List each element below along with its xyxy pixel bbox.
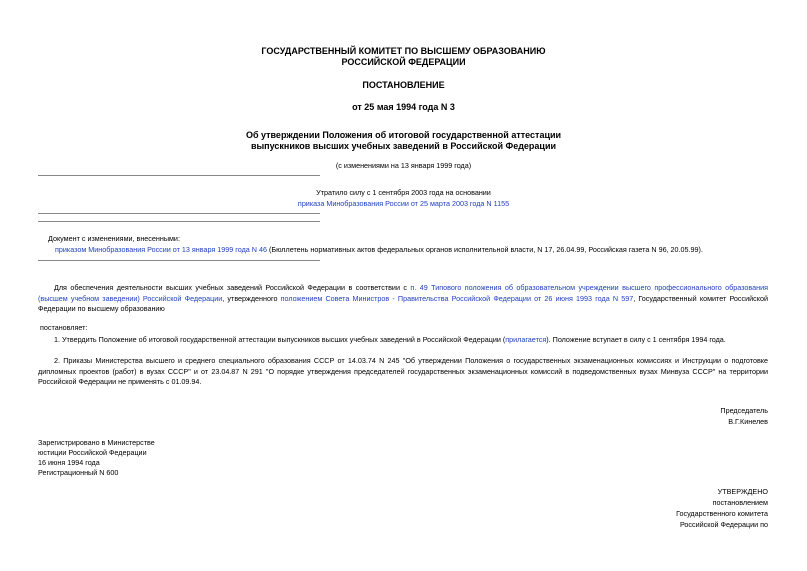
approved-stamp: УТВЕРЖДЕНО: [717, 487, 768, 496]
registration-number: Регистрационный N 600: [38, 468, 119, 477]
item-1: 1. Утвердить Положение об итоговой государственной аттестации выпускников высших учебных заведений в Российской Федерации (прилагается). Положение вступает в силу с 1 сентября 1994 года.: [54, 335, 726, 344]
approved-line: Государственного комитета: [676, 509, 768, 518]
item-2-line: Российской Федерации не применять с 01.09.94.: [38, 377, 202, 386]
approved-line: постановлением: [712, 498, 768, 507]
registration-date: 16 июня 1994 года: [38, 458, 100, 467]
preamble-line: Для обеспечения деятельности высших учебных заведений Российской Федерации в соответствии с п. 49 Типового положения об образовательном учреждении высшего профессионального образования: [54, 283, 768, 292]
preamble-line: (высшем учебном заведении) Российской Федерации, утвержденного положением Совета Министров - Правительства Российской Федерации от 26 июня 1993 года N 597, Государственный комитет Российской: [38, 293, 768, 303]
item-2-line: дипломных проектов (работ) в вузах СССР" и от 23.04.87 N 291 "О порядке утверждения председателей государственных экзаменационных комиссий в подведомственных вузах Минвуза СССР" на территории: [38, 366, 768, 376]
document-title-line-1: Об утверждении Положения об итоговой государственной аттестации: [245, 130, 562, 140]
issuer-line-1: ГОСУДАРСТВЕННЫЙ КОМИТЕТ ПО ВЫСШЕМУ ОБРАЗОВАНИЮ: [261, 46, 546, 56]
item-2-line: 2. Приказы Министерства высшего и среднего специального образования СССР от 14.03.74 N 245 "Об утверждении Положения о государственных экзаменационных комиссиях и Инструкции о подготовке: [54, 356, 768, 365]
preamble-line: Федерации по высшему образованию: [38, 304, 165, 313]
typical-regulation-link-cont[interactable]: (высшем учебном заведении) Российской Федерации: [38, 293, 223, 303]
changes-publication-info: (Бюллетень нормативных актов федеральных органов исполнительной власти, N 17, 26.04.99, Российская газета N 96, 20.05.99).: [266, 245, 703, 254]
approved-line: Российской Федерации по: [679, 520, 768, 529]
attachment-link[interactable]: прилагается: [505, 335, 547, 344]
government-regulation-link[interactable]: положением Совета Министров - Правительства Российской Федерации от 26 июня 1993 года N 597: [280, 293, 634, 303]
resolves-label: постановляет:: [40, 323, 88, 332]
divider: [38, 175, 320, 176]
document-title-line-2: выпускников высших учебных заведений в Российской Федерации: [250, 141, 557, 151]
divider: [38, 260, 320, 261]
registration-line: Зарегистрировано в Министерстве: [38, 438, 155, 447]
changes-order-link[interactable]: приказом Минобразования России от 13 января 1999 года N 46: [55, 245, 267, 254]
preamble-paragraph: [38, 283, 768, 315]
changes-intro: Документ с изменениями, внесенными:: [48, 234, 180, 243]
signatory-name: В.Г.Кинелев: [728, 417, 768, 426]
document-type: ПОСТАНОВЛЕНИЕ: [362, 80, 445, 90]
changes-line: [55, 245, 703, 256]
divider: [38, 221, 320, 222]
issuer-line-2: РОССИЙСКОЙ ФЕДЕРАЦИИ: [341, 57, 466, 67]
divider: [38, 213, 320, 214]
document-date-number: от 25 мая 1994 года N 3: [352, 102, 455, 112]
signatory-role: Председатель: [720, 406, 768, 415]
typical-regulation-link[interactable]: п. 49 Типового положения об образовательном учреждении высшего профессионального образования: [410, 283, 768, 292]
repeal-notice: Утратило силу с 1 сентября 2003 года на основании: [316, 188, 491, 197]
repeal-order-link[interactable]: приказа Минобразования России от 25 марта 2003 года N 1155: [297, 199, 510, 208]
amendments-note: (с изменениями на 13 января 1999 года): [335, 161, 472, 170]
registration-line: юстиции Российской Федерации: [38, 448, 147, 457]
item-2: [38, 356, 768, 388]
